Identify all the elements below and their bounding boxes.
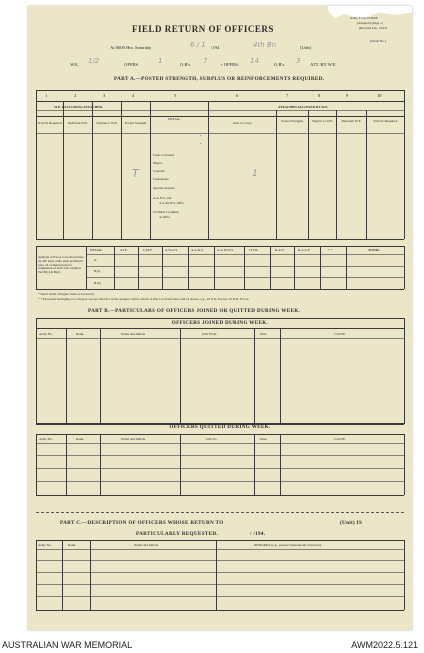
joined-col-name: Name and Initials.: [121, 332, 146, 336]
col-num-4: 4: [132, 93, 135, 98]
offrs-label: OFFRS.: [124, 62, 140, 67]
rank-majors: Majors: [153, 161, 163, 165]
col-r-surplus: Surplus to W.E.: [311, 119, 334, 123]
analysis-col-raaf: R.A.A.F.: [298, 248, 311, 252]
handwritten-att: 3: [296, 57, 301, 65]
form-adapted: (Adapted) (Page 1): [357, 21, 383, 25]
footnote-1: * Insert detail of higher ranks as necessary.: [38, 292, 95, 296]
handwritten-plus: 7: [203, 57, 208, 65]
quitted-col-unit-to: Unit To.: [206, 437, 218, 441]
year: /194: [211, 45, 220, 50]
c-col-army-no: Army No.: [38, 543, 52, 547]
analysis-col-other: * *: [328, 248, 333, 252]
col-deficient: Deficient W.E.: [67, 121, 89, 125]
joined-heading: OFFICERS JOINED DURING WEEK.: [171, 320, 269, 326]
col-r-nobve: Nob/Ve Required.: [373, 119, 398, 123]
rank-lieutenants: Lieutenants: [153, 177, 169, 181]
part-a-heading: PART A.—POSTED STRENGTH, SURPLUS OR REINFORCEMENTS REQUIRED.: [114, 76, 325, 82]
analysis-col-total: TOTAL.: [368, 248, 381, 252]
part-c-requested: PARTICULARLY REQUESTED.: [136, 531, 219, 537]
handwritten-offrs: 1: [158, 57, 163, 65]
analysis-col-aamws: A.A.M.W.S.: [217, 248, 234, 252]
part-c-heading: PART C.—DESCRIPTION OF OFFICERS WHOSE RETURN TO: [60, 520, 224, 526]
analysis-col-aans: A.A.N.S.: [191, 248, 204, 252]
quitted-col-rank: Rank.: [76, 437, 85, 441]
col-surplus: Surplus to W.E.: [96, 121, 118, 125]
col-num-2: 2: [74, 93, 77, 98]
plus-offrs-label: + OFFRS.: [220, 62, 239, 67]
c-col-remarks: REMARKS (e.g., present whereabouts if known).: [254, 543, 322, 547]
analysis-col-cmf: C.M.F.: [143, 248, 153, 252]
col-num-7: 7: [286, 93, 289, 98]
rank-captains: Captains: [153, 169, 165, 173]
quitted-col-date: Date.: [260, 437, 268, 441]
analysis-col-awas: A.W.A.S.: [165, 248, 179, 252]
col-num-10: 10: [377, 93, 382, 98]
unit-label: (Unit): [300, 45, 312, 50]
ors2-label: O.R's.: [274, 62, 286, 67]
col-r-posted: Posted Strength.: [281, 119, 304, 123]
analysis-note: Analysis of Part A to be shown here by AIF units. Only units notified in para. 16 of Instructions for completion of form will complete Part B(1) & B(ii).: [38, 255, 84, 275]
handwritten-mark-2: 1: [252, 169, 258, 179]
handwritten-we: 1/2: [88, 57, 100, 65]
handwritten-mark: T: [132, 167, 139, 180]
form-revised: (Revised Jan., 1943): [359, 26, 387, 30]
rank-aamws: A.A.M.W.S. Offrs.: [159, 201, 185, 205]
analysis-detail: DETAIL.: [90, 248, 103, 252]
analysis-row-a: A.: [94, 258, 98, 262]
col-nobve-required: Nob/Ve Required.: [37, 121, 63, 125]
rank-civilians: Civilians Counting: [153, 210, 179, 214]
att-label: ATT. BY W.E.: [310, 62, 337, 67]
we-label: W.E.: [70, 62, 80, 67]
col-num-5: 5: [174, 93, 177, 98]
handwritten-date: 6 / 1: [190, 41, 206, 49]
c-col-name: Name and Initials.: [134, 543, 159, 547]
joined-col-rank: Rank.: [76, 332, 85, 336]
joined-col-cause: CAUSE.: [334, 332, 346, 336]
quitted-col-cause: CAUSE.: [334, 437, 346, 441]
rank-civ-offrs: as Offrs.: [159, 215, 171, 219]
col-arm-corps: Arm or Corps.: [232, 121, 253, 125]
part-c-unit-is: (Unit) IS: [340, 520, 363, 526]
serial-label: (Serial No.): [370, 39, 387, 43]
rank-lt-col: Lieut.-Colonels: [153, 153, 175, 157]
rank-aans: A.A.N.S. and: [153, 196, 172, 200]
col-num-3: 3: [103, 93, 106, 98]
col-num-1: 1: [45, 93, 48, 98]
detail-heading: DETAIL.: [168, 117, 181, 121]
quitted-col-army-no: Army No.: [39, 437, 53, 441]
form-sheet: Army Form W.3008 (Adapted) (Page 1) (Revised Jan., 1943) FIELD RETURN OF OFFICERS At 0600 Hrs. Saturday 6 / 1 /194 4th Bn (Unit) (Serial No.) W.E. 1/2 OFFRS. 1 O.R's 7 + OFFRS. 14 O.R's. 3 ATT. BY W.E. PART A.—POSTED STRENGTH, SURPLUS OR REINFORCEMENTS REQUIRED. 1 2 3 4 5 6 7 8 9 10 W.E. EXCLUDING ATTACHED. ATTACHED ALLOWED BY W.E. Nob/Ve Required. Deficient W.E. Surplus to W.E. Posted Strength. DETAIL. * * Arm or Corps. Posted Strength. Surplus to W.E. Deficient W.E. Nob/Ve Required. Lieut.-Colonels Majors Captains Lieutenants Quarter-masters A.A.N.S. and A.A.M.W.S. Offrs. Civilians Counting as Offrs. T 1 Analysis of Part A to be shown here by AIF units. Only units notified in para. 16 of Instructions for completion of form will complete Part B(1) & B(ii). DETAIL. A.I.F. C.M.F. A.W.A.S. A.A.N.S. A.A.M.W.S. CIVIL. R.A.N. R.A.A.F. * * TOTAL. A. B.(i) B.(ii) * Insert detail of higher ranks as necessary. * * Personnel belonging to a category not provided for in the analysis will be shown in this Col. Particulars will be shown, e.g., 10 U.K. Forces; 10 R.N. Forces PART B.—PARTICULARS OF OFFICERS JOINED OR QUITTED DURING WEEK. OFFICERS JOINED DURING WEEK. Army No. Rank. Name and Initials. Unit From. Date. CAUSE. OFFICERS QUITTED DURING WEEK. Army No. Rank. Name and Initials. Unit To. Date. CAUSE. PART C.—DESCRIPTION OF OFFICERS WHOSE RETURN TO (Unit) IS PARTICULARLY REQUESTED. / /194. Army No. Rank. Name and Initials. REMARKS (e.g., present whereabouts if known).: [28, 6, 412, 630]
page-title: FIELD RETURN OF OFFICERS: [132, 24, 274, 34]
joined-col-unit-from: Unit From.: [202, 332, 218, 336]
ors-label: O.R's: [180, 62, 191, 67]
analysis-row-bii: B.(ii): [94, 281, 102, 285]
joined-col-date: Date.: [260, 332, 268, 336]
handwritten-unit: 4th Bn: [253, 41, 277, 49]
analysis-col-aif: A.I.F.: [120, 248, 128, 252]
part-c-date: / /194.: [250, 531, 266, 537]
col-num-6: 6: [236, 93, 239, 98]
col-num-9: 9: [346, 93, 349, 98]
col-posted-strength: Posted Strength.: [124, 121, 148, 125]
c-col-rank: Rank.: [68, 543, 77, 547]
at-line: At 0600 Hrs. Saturday: [110, 45, 152, 50]
col-num-8: 8: [318, 93, 321, 98]
we-excl-heading: W.E. EXCLUDING ATTACHED.: [54, 105, 103, 109]
analysis-col-ran: R.A.N.: [275, 248, 285, 252]
attached-heading: ATTACHED ALLOWED BY W.E.: [278, 105, 329, 109]
footnote-2: * * Personnel belonging to a category not provided for in the analysis will be shown in this Col. Particulars will be shown, e.g., 10 U.K. Forces; 10 R.N. Forces: [38, 297, 249, 301]
rank-quartermasters: Quarter-masters: [153, 186, 175, 190]
part-b-heading: PART B.—PARTICULARS OF OFFICERS JOINED OR QUITTED DURING WEEK.: [88, 308, 301, 314]
handwritten-ors: 14: [250, 57, 259, 65]
footer-institution: AUSTRALIAN WAR MEMORIAL: [2, 640, 133, 650]
analysis-col-civil: CIVIL.: [249, 248, 259, 252]
joined-col-army-no: Army No.: [39, 332, 53, 336]
form-number: Army Form W.3008: [350, 16, 378, 20]
quitted-col-name: Name and Initials.: [121, 437, 146, 441]
quitted-heading: OFFICERS QUITTED DURING WEEK.: [169, 424, 271, 430]
analysis-row-bi: B.(i): [94, 269, 101, 273]
col-r-deficient: Deficient W.E.: [341, 119, 362, 123]
footer-accession: AWM2022.5.121: [351, 640, 418, 650]
